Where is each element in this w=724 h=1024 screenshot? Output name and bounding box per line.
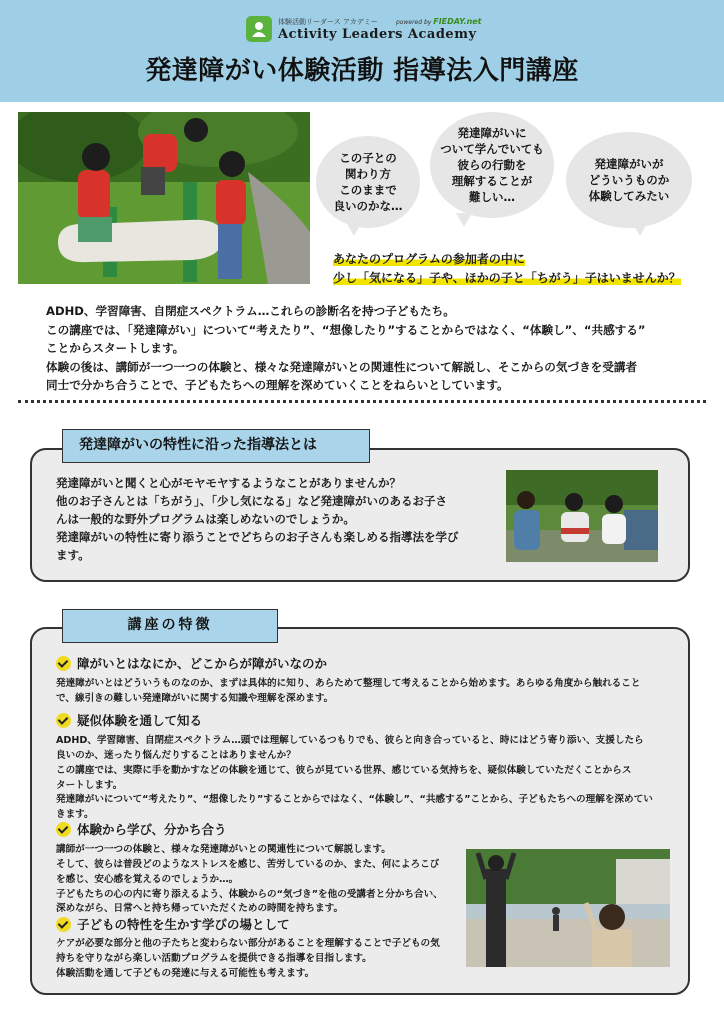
section-title-course-features: 講座の特徴 — [62, 609, 278, 643]
feature-heading-text-2: 疑似体験を通して知る — [77, 713, 203, 728]
instructor-with-kids-photo — [506, 470, 658, 562]
speech-bubble-3 — [566, 132, 692, 228]
feature-text-2: ADHD、学習障害、自閉症スペクトラム…頭では理解しているつもりでも、彼らと向き合っていると、時にはどう寄り添い、支援したら 良いのか、迷ったり悩んだりすることはありませんか？ この講座では、実際に手を動かすなどの体験を通じて、彼らが見ている世界、感じている気持ちを、疑似体験していただくことからス タートします。 発達障がいについて“考えたり”、“想像したり”することからではなく、“体験し”、“共感する”ことから、子どもたちへの理解を深めてい きます。 — [56, 735, 653, 821]
feature-heading-text-1: 障がいとはなにか、どこからが障がいなのか — [77, 656, 328, 671]
speech-bubble-1 — [316, 136, 420, 228]
feature-heading-text-3: 体験から学び、分かち合う — [77, 822, 227, 837]
intro-paragraph: ADHD、学習障害、自閉症スペクトラム…これらの診断名を持つ子どもたち。 この講座では、「発達障がい」について“考えたり”、“想像したり”することからではなく、“体験し”、“共感する” ことからスタートします。 体験の後は、講師が一つ一つの体験と、様々な発達障がいとの関連性について解説し、そこからの気づきを受講者 同士で分かち合うことで、子どもたちへの理解を深めていくことをねらいとしています。 — [46, 304, 646, 393]
check-icon — [56, 917, 71, 932]
logo-wordmark: Activity Leaders Academy — [278, 27, 477, 42]
feature-heading-text-4: 子どもの特性を生かす学びの場として — [77, 917, 290, 932]
section-teaching-method-text: 発達障がいと聞くと心がモヤモヤするようなことがありませんか？ 他のお子さんとは「ちがう」、「少し気になる」など発達障がいのあるお子さ んは一般的な野外プログラムは楽しめないのでしょうか。 発達障がいの特性に寄り添うことでどちらのお子さんも楽しめる指導法を学び ます。 — [56, 476, 459, 562]
bubble-tail-1 — [346, 222, 362, 236]
kids-playground-photo — [18, 112, 310, 284]
speech-bubble-2 — [430, 112, 554, 218]
bubble-tail-2 — [456, 213, 472, 227]
bubble-text-2: 発達障がいに ついて学んでいても 彼らの行動を 理解することが 難しい… — [440, 125, 544, 205]
leaf-logo-icon — [246, 16, 272, 42]
question-line-2: 少し「気になる」子や、ほかの子と「ちがう」子はいませんか？ — [333, 271, 681, 286]
page-title: 発達障がい体験活動 指導法入門講座 — [145, 56, 579, 86]
feature-text-4: ケアが必要な部分と他の子たちと変わらない部分があることを理解することで子どもの気 持ちを守りながら楽しい活動プログラムを提供できる指導を目指します。 体験活動を通して子どもの発達に与える可能性も考えます。 — [56, 938, 440, 979]
outdoor-activity-photo — [466, 849, 670, 967]
question-highlight — [333, 250, 681, 288]
question-line-1: あなたのプログラムの参加者の中に — [333, 252, 525, 266]
academy-logo[interactable] — [246, 16, 486, 46]
powered-by: powered by FIEDAY.net — [396, 17, 482, 26]
feature-heading-1 — [56, 654, 327, 672]
logo-subtitle: 体験活動リーダース アカデミー — [278, 18, 378, 26]
feature-heading-2 — [56, 711, 202, 729]
header-banner — [0, 0, 724, 102]
feature-text-3: 講師が一つ一つの体験と、様々な発達障がいとの関連性について解説します。 そして、彼らは普段どのようなストレスを感じ、苦労しているのか、また、何によろこび を感じ、安心感を覚えるのでしょうか…。 子どもたちの心の内に寄り添えるよう、体験からの“気づき”を他の受講者と分かち合い、 深めながら、日常へと持ち帰っていただくための時間を持ちます。 — [56, 844, 443, 915]
check-icon — [56, 822, 71, 837]
feature-text-1: 発達障がいとはどういうものなのか、まずは具体的に知り、あらためて整理して考えることから始めます。あらゆる角度から触れること で、線引きの難しい発達障がいに関する知識や理解を深めます。 — [56, 678, 641, 704]
bubble-text-1: この子との 関わり方 このままで 良いのかな… — [333, 150, 403, 214]
check-icon — [56, 713, 71, 728]
dotted-divider — [18, 400, 706, 403]
section-title-teaching-method: 発達障がいの特性に沿った指導法とは — [62, 429, 370, 463]
bubble-text-3: 発達障がいが どういうものか 体験してみたい — [588, 156, 670, 204]
feature-heading-3 — [56, 820, 227, 838]
check-icon — [56, 656, 71, 671]
feature-heading-4 — [56, 915, 290, 933]
bubble-tail-3 — [632, 222, 648, 236]
